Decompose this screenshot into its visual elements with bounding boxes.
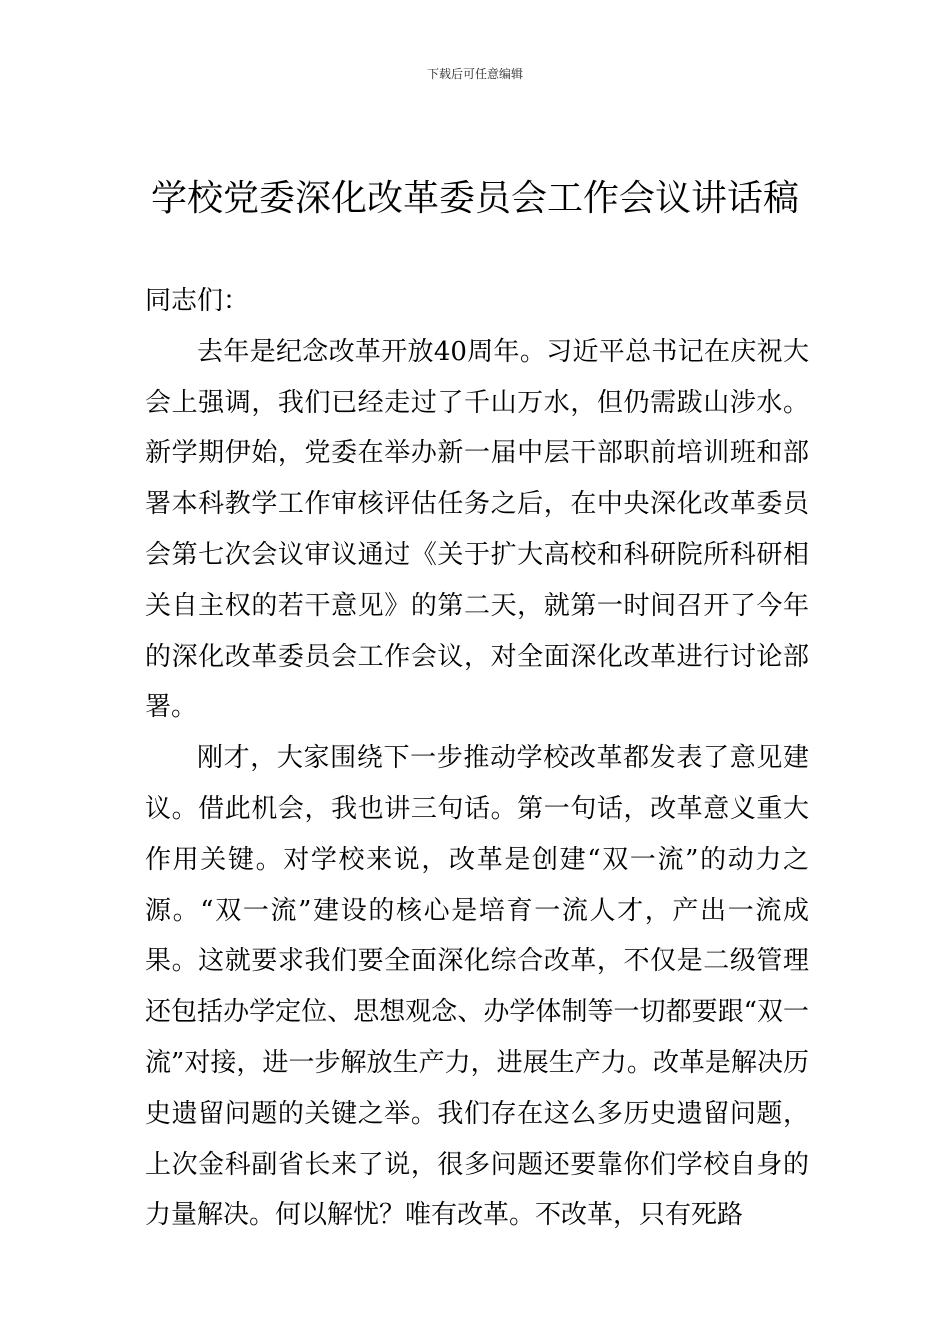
paragraph-1: 去年是纪念改革开放40周年。习近平总书记在庆祝大会上强调，我们已经走过了千山万水，但仍需跋山涉水。新学期伊始，党委在举办新一届中层干部职前培训班和部署本科教学工作审核评估任务之后，在中央深化改革委员会第七次会议审议通过《关于扩大高校和科研院所科研相关自主权的若干意见》的第二天，就第一时间召开了今年的深化改革委员会工作会议，对全面深化改革进行讨论部署。 [145, 336, 809, 723]
document-title: 学校党委深化改革委员会工作会议讲话稿 [150, 178, 799, 219]
header-note: 下载后可任意编辑 [426, 67, 523, 81]
document-body [145, 276, 809, 1241]
salutation: 同志们： [145, 286, 250, 316]
paragraph-2: 刚才，大家围绕下一步推动学校改革都发表了意见建议。借此机会，我也讲三句话。第一句话，改革意义重大作用关键。对学校来说，改革是创建“双一流”的动力之源。“双一流”建设的核心是培育一流人才，产出一流成果。这就要求我们要全面深化综合改革，不仅是二级管理还包括办学定位、思想观念、办学体制等一切都要跟“双一流”对接，进一步解放生产力，进展生产力。改革是解决历史遗留问题的关键之举。我们存在这么多历史遗留问题，上次金科副省长来了说，很多问题还要靠你们学校自身的力量解决。何以解忧？唯有改革。不改革，只有死路 [145, 743, 809, 1231]
